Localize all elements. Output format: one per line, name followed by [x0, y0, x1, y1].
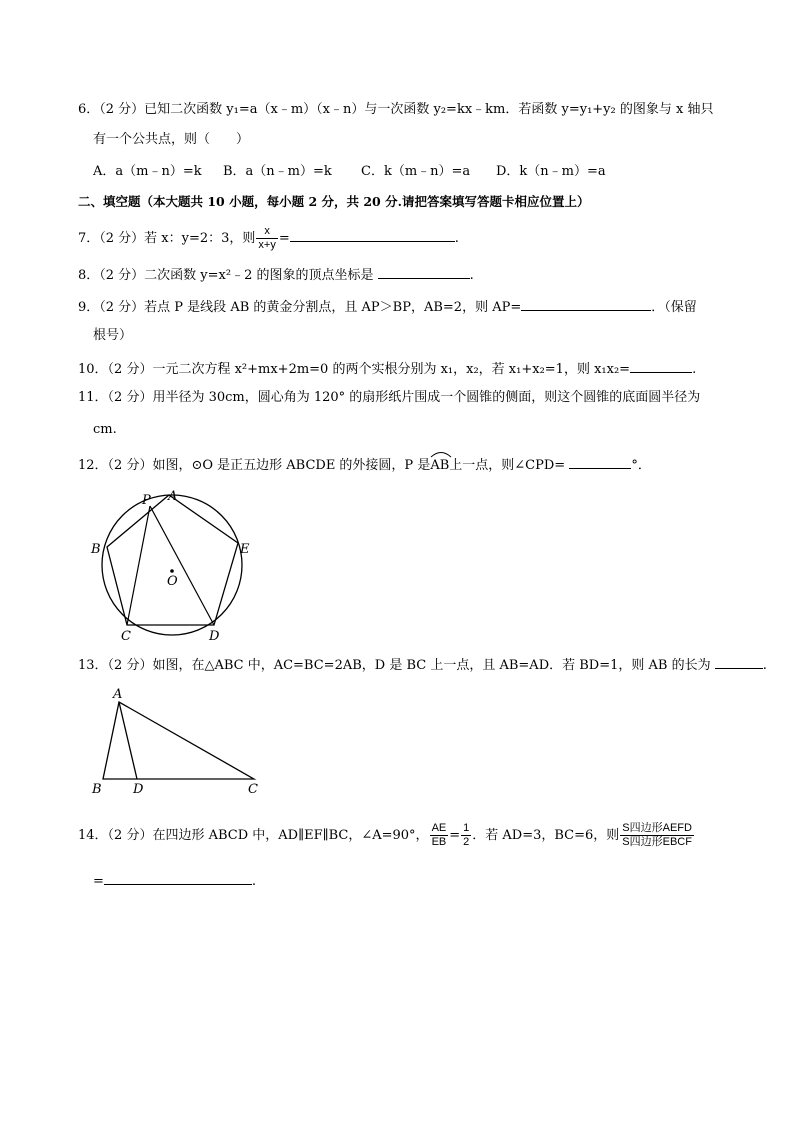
label-b: B: [91, 542, 101, 557]
segment-pc: [127, 506, 150, 625]
center-point: [170, 569, 174, 573]
q7-fraction: [256, 225, 277, 252]
circumcircle: [102, 495, 242, 635]
q14-end: .: [251, 874, 257, 889]
q7: [78, 225, 459, 253]
q9-answer-blank[interactable]: [521, 296, 651, 311]
q14-f3-denominator: S四边形EBCF: [622, 836, 692, 848]
q11-line2: cm.: [93, 422, 117, 437]
label-b: B: [92, 782, 102, 797]
label-c: C: [121, 629, 131, 644]
label-c: C: [248, 782, 258, 797]
label-a: A: [113, 687, 123, 702]
q13-figure: [88, 683, 268, 798]
regular-pentagon: [107, 495, 238, 625]
section-2-heading: 二、填空题（本大题共 10 小题，每小题 2 分，共 20 分.请把答案填写答题卡相应位置上）: [78, 194, 590, 209]
q6-line2: 有一个公共点，则（ ）: [93, 132, 250, 147]
q14-f1-numerator: AE: [431, 822, 447, 834]
q9-text: 9．（2 分）若点 P 是线段 AB 的黄金分割点，且 AP＞BP，AB=2，则 AP=: [78, 300, 522, 315]
triangle-abc: [103, 702, 254, 779]
segment-pd: [150, 506, 214, 625]
q14-mid: ．若 AD=3，BC=6，则: [472, 828, 620, 843]
segment-ad: [119, 702, 137, 779]
q12-arc-ab: [430, 456, 449, 476]
label-d: D: [133, 782, 144, 797]
q9-line2: 根号）: [93, 328, 133, 343]
q8-answer-blank[interactable]: [378, 264, 470, 279]
q14-equals: =: [93, 874, 104, 889]
label-e: E: [240, 542, 250, 557]
q6-option-a: A．a（m﹣n）=k: [93, 164, 202, 179]
q12-answer-blank[interactable]: [569, 454, 631, 469]
q10-end: .: [692, 362, 697, 377]
q7-end: .: [454, 231, 459, 246]
q7-numerator: x: [256, 225, 277, 239]
q8-text: 8．（2 分）二次函数 y=x²﹣2 的图象的顶点坐标是: [78, 268, 374, 283]
q13-end: .: [762, 658, 767, 673]
q10-answer-blank[interactable]: [630, 358, 692, 373]
q6-option-d: D．k（n﹣m）=a: [496, 164, 606, 179]
q13: [78, 654, 767, 676]
label-o: O: [167, 574, 178, 589]
q14-f3-numerator: S四边形AEFD: [622, 822, 692, 834]
q14-eq: =: [449, 828, 461, 843]
q7-prefix: 7．（2 分）若 x：y=2：3，则: [78, 231, 256, 246]
q14-f2-denominator: 2: [463, 836, 470, 848]
q10: [78, 358, 696, 380]
q14-line2: [93, 870, 256, 892]
q14-prefix: 14．（2 分）在四边形 ABCD 中，AD∥EF∥BC，∠A=90°，: [78, 828, 429, 843]
q11-line1: 11．（2 分）用半径为 30cm，圆心角为 120° 的扇形纸片围成一个圆锥的侧面，则这个圆锥的底面圆半径为: [78, 390, 701, 405]
q6-line1: 6．（2 分）已知二次函数 y₁=a（x﹣m）（x﹣n）与一次函数 y₂=kx﹣km．若函数 y=y₁+y₂ 的图象与 x 轴只: [78, 102, 714, 117]
q12: [78, 454, 651, 476]
q8: [78, 264, 474, 286]
q14-f2-numerator: 1: [463, 822, 470, 834]
q14-answer-blank[interactable]: [104, 870, 252, 885]
q14-fraction-area: [620, 822, 694, 849]
q9-line1: [78, 296, 697, 318]
q10-text: 10．（2 分）一元二次方程 x²+mx+2m=0 的两个实根分别为 x₁，x₂，若 x₁+x₂=1，则 x₁x₂=: [78, 362, 631, 377]
q7-denominator: x+y: [258, 239, 276, 251]
q12-figure: [88, 485, 260, 645]
q9-end: ．（保留: [651, 300, 697, 315]
q12-prefix: 12．（2 分）如图，⊙O 是正五边形 ABCDE 的外接圆，P 是: [78, 458, 431, 473]
arc-mark-icon: [430, 448, 452, 458]
q14-fraction-ae-eb: [430, 822, 449, 849]
q14-f1-denominator: EB: [431, 836, 447, 848]
q14-line1: [78, 818, 695, 854]
q6-options: [93, 162, 693, 182]
label-a: A: [168, 489, 178, 504]
label-d: D: [209, 629, 220, 644]
q14-fraction-half: [461, 822, 471, 849]
q7-equals: =: [278, 231, 290, 246]
q6-option-b: B．a（n﹣m）=k: [223, 164, 332, 179]
q13-answer-blank[interactable]: [715, 654, 763, 669]
label-p: P: [142, 493, 151, 508]
q12-arc-label: AB: [430, 458, 450, 473]
q12-mid: 上一点，则∠CPD=: [449, 458, 566, 473]
q8-end: .: [469, 268, 474, 283]
q7-answer-blank[interactable]: [290, 227, 455, 242]
q12-end: °．: [631, 458, 651, 473]
q6-option-c: C．k（m﹣n）=a: [361, 164, 471, 179]
q13-text: 13．（2 分）如图，在△ABC 中，AC=BC=2AB，D 是 BC 上一点，且 AB=AD．若 BD=1，则 AB 的长为: [78, 658, 711, 673]
